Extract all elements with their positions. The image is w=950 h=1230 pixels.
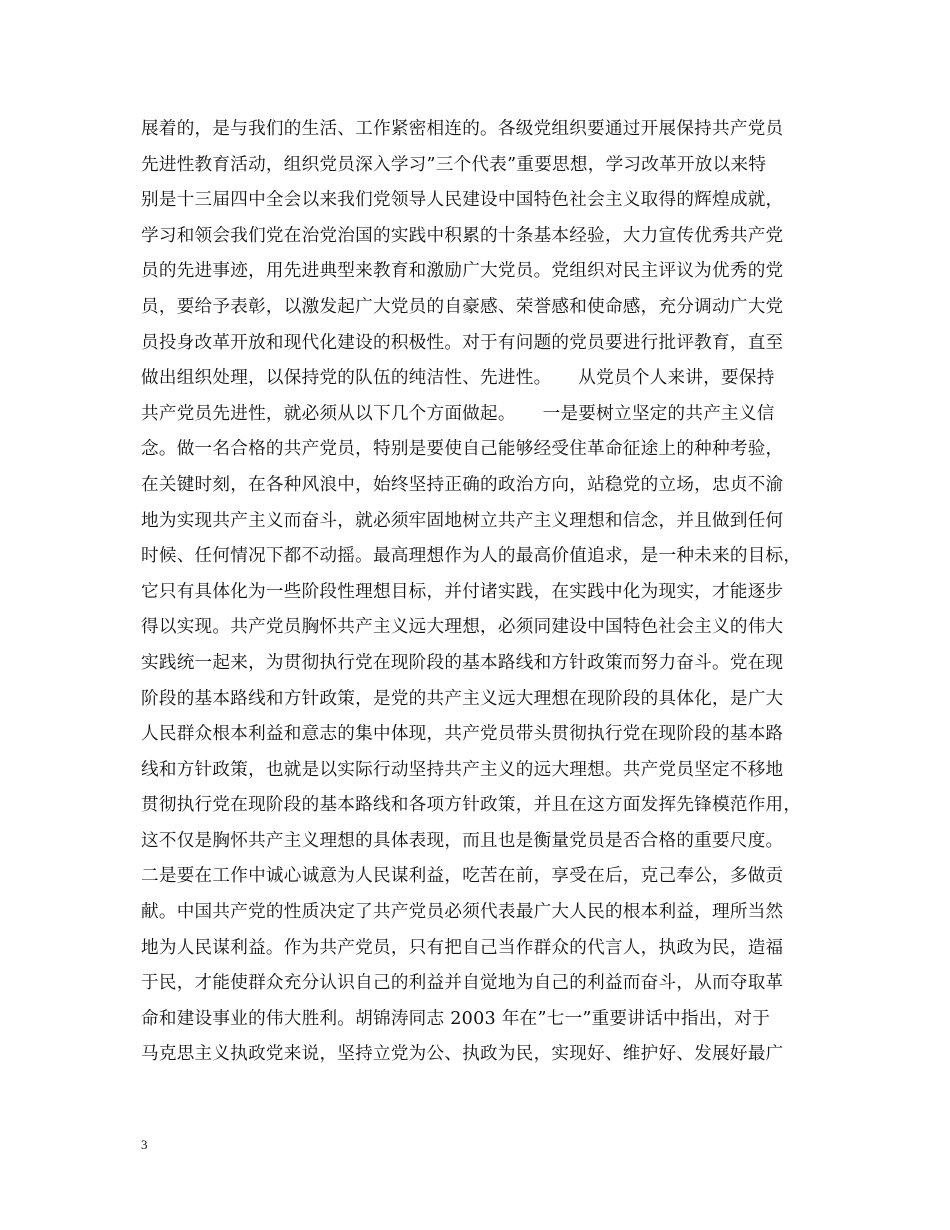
text-line: 它只有具体化为一些阶段性理想目标，并付诸实践，在实践中化为现实，才能逐步 [141,581,784,602]
text-line: 这不仅是胸怀共产主义理想的具体表现，而且也是衡量党员是否合格的重要尺度。 [141,830,784,851]
text-line: 做出组织处理，以保持党的队伍的纯洁性、先进性。 从党员个人来讲，要保持 [141,368,775,389]
text-line: 在关键时刻，在各种风浪中，始终坚持正确的政治方向，站稳党的立场，忠贞不渝 [141,474,784,495]
page-number: 3 [141,1137,148,1152]
text-line: 展着的，是与我们的生活、工作紧密相连的。各级党组织要通过开展保持共产党员 [141,119,784,139]
text-line: 地为人民谋利益。作为共产党员，只有把自己当作群众的代言人，执政为民，造福 [141,937,784,958]
text-line: 人民群众根本利益和意志的集中体现，共产党员带头贯彻执行党在现阶段的基本路 [141,724,784,745]
text-line: 贯彻执行党在现阶段的基本路线和各项方针政策，并且在这方面发挥先锋模范作用， [141,795,802,816]
text-line: 共产党员先进性，就必须从以下几个方面做起。 一是要树立坚定的共产主义信 [141,403,775,424]
text-line: 地为实现共产主义而奋斗，就必须牢固地树立共产主义理想和信念，并且做到任何 [141,510,784,531]
text-line: 线和方针政策，也就是以实际行动坚持共产主义的远大理想。共产党员坚定不移地 [141,759,784,780]
text-line: 于民，才能使群众充分认识自己的利益并自觉地为自己的利益而奋斗，从而夺取革 [141,973,784,994]
text-line: 时候、任何情况下都不动摇。最高理想作为人的最高价值追求，是一种未来的目标， [141,546,802,567]
body-text [141,112,841,1073]
text-line: 实践统一起来，为贯彻执行党在现阶段的基本路线和方针政策而努力奋斗。党在现 [141,652,784,673]
text-line: 先进性教育活动，组织党员深入学习”三个代表”重要思想，学习改革开放以来特 [141,154,767,175]
text-line: 员投身改革开放和现代化建设的积极性。对于有问题的党员要进行批评教育，直至 [141,332,784,353]
text-line: 马克思主义执政党来说，坚持立党为公、执政为民，实现好、维护好、发展好最广 [141,1044,784,1065]
text-line: 员的先进事迹，用先进典型来教育和激励广大党员。党组织对民主评议为优秀的党 [141,261,784,282]
text-line: 得以实现。共产党员胸怀共产主义远大理想，必须同建设中国特色社会主义的伟大 [141,617,784,638]
text-line: 献。中国共产党的性质决定了共产党员必须代表最广大人民的根本利益，理所当然 [141,902,784,923]
text-line: 二是要在工作中诚心诚意为人民谋利益，吃苦在前，享受在后，克己奉公，多做贡 [141,866,784,887]
text-line: 命和建设事业的伟大胜利。胡锦涛同志 2003 年在”七一”重要讲话中指出，对于 [141,1008,771,1029]
text-line: 员，要给予表彰，以激发起广大党员的自豪感、荣誉感和使命感，充分调动广大党 [141,296,784,317]
text-line: 学习和领会我们党在治党治国的实践中积累的十条基本经验，大力宣传优秀共产党 [141,225,784,246]
text-line: 阶段的基本路线和方针政策，是党的共产主义远大理想在现阶段的具体化，是广大 [141,688,784,709]
text-line: 念。做一名合格的共产党员，特别是要使自己能够经受住革命征途上的种种考验， [141,439,784,460]
text-line: 别是十三届四中全会以来我们党领导人民建设中国特色社会主义取得的辉煌成就， [141,190,784,211]
